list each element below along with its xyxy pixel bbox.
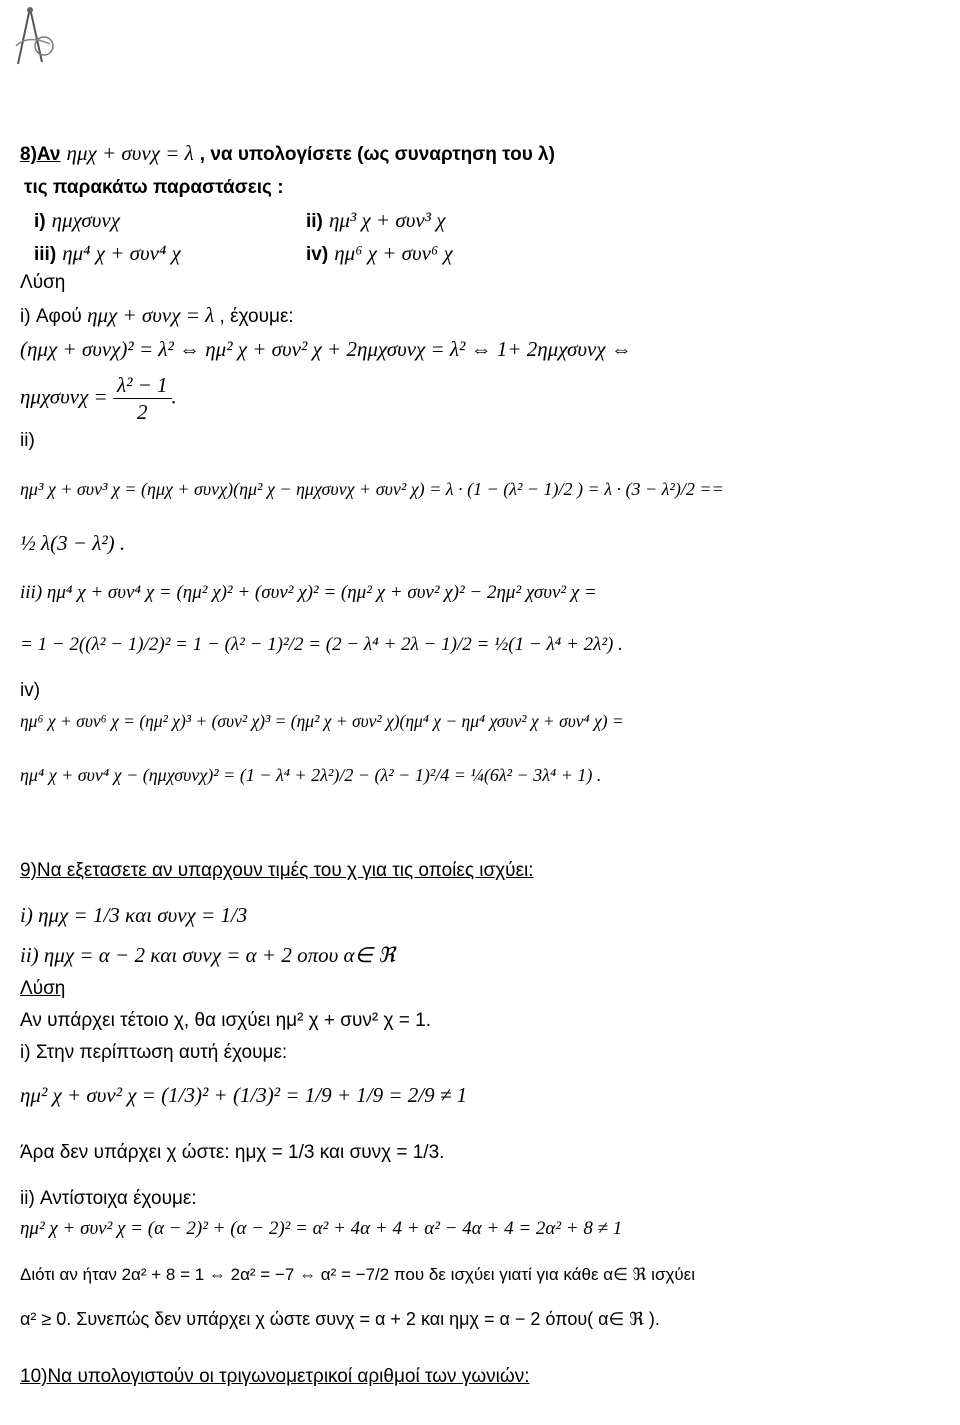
q8-item-ii — [306, 207, 445, 235]
q8-number: 8)Αν — [20, 144, 61, 165]
q9-solution-line1: Αν υπάρχει τέτοιο χ, θα ισχύει ημ² χ + συν² χ = 1. — [20, 1010, 432, 1031]
fraction — [113, 372, 172, 425]
q8-solution-iii-line1: iii) ημ⁴ χ + συν⁴ χ = (ημ² χ)² + (συν² χ)² = (ημ² χ + συν² χ)² − 2ημ² χσυν² χ = — [20, 582, 597, 603]
q9-solution-line6: ημ² χ + συν² χ = (α − 2)² + (α − 2)² = α² + 4α + 4 + α² − 4α + 4 = 2α² + 8 ≠ 1 — [20, 1218, 623, 1239]
q8-solution-ii-line2: ½ λ(3 − λ²) . — [20, 531, 126, 555]
q8-s-i-eq: ημχ + συνχ = λ — [87, 303, 215, 327]
q8-item-iv — [306, 240, 453, 268]
q9-solution-line3: ημ² χ + συν² χ = (1/3)² + (1/3)² = 1/9 + 1/9 = 2/9 ≠ 1 — [20, 1083, 468, 1107]
q8-solution-i-line2: ημχσυνχ = $\frac{\text{λ² − 1}}{2}$ . — [20, 373, 177, 424]
q8-item-ii-expr: ημ³ χ + συν³ χ — [328, 208, 446, 232]
q8-item-iii-expr: ημ⁴ χ + συν⁴ χ — [62, 241, 181, 265]
q8-title-equation: ημχ + συνχ = λ — [66, 141, 194, 165]
q9-item-ii: ii) ημχ = α − 2 και συνχ = α + 2 οπου α∈ ℜ — [20, 943, 396, 967]
q10-title — [20, 1364, 529, 1390]
q8-solution-i-line1: (ημχ + συνχ)² = λ² ⇔ ημ² χ + συν² χ + 2ημχσυνχ = λ² ⇔ 1+ 2ημχσυνχ ⇔ — [20, 337, 632, 361]
q10-title-text: 10)Να υπολογιστούν οι τριγωνομετρικοί αριθμοί των γωνιών: — [20, 1366, 530, 1387]
q8-item-i — [34, 207, 120, 235]
q9-solution-line4: Άρα δεν υπάρχει χ ώστε: ημχ = 1/3 και συνχ = 1/3. — [20, 1142, 445, 1163]
q9-title-text: 9)Να εξετασετε αν υπαρχουν τιμές του χ για τις οποίες ισχύει: — [20, 860, 534, 881]
q9-solution-line2: i) Στην περίπτωση αυτή έχουμε: — [20, 1042, 288, 1063]
q9-solution-line8: α² ≥ 0. Συνεπώς δεν υπάρχει χ ώστε συνχ = α + 2 και ημχ = α − 2 όπου( α∈ ℜ ). — [20, 1309, 660, 1329]
q9-title — [20, 858, 534, 884]
q8-item-iv-label: iv) — [306, 244, 329, 265]
fraction-numerator: λ² − 1 — [113, 372, 172, 399]
q8-item-i-label: i) — [34, 211, 46, 232]
q8-s-i-line2-lhs: ημχσυνχ = — [20, 384, 108, 409]
q8-solution-ii-label: ii) — [20, 430, 35, 451]
q8-solution-iv-line2: ημ⁴ χ + συν⁴ χ − (ημχσυνχ)² = (1 − λ⁴ + 2λ²)/2 − (λ² − 1)²/4 = ¼(6λ² − 3λ⁴ + 1) . — [20, 765, 602, 785]
q8-item-iii — [34, 240, 181, 268]
q8-s-i-text2: , έχουμε: — [219, 306, 294, 327]
q8-item-ii-label: ii) — [306, 211, 323, 232]
q8-subtitle: τις παρακάτω παραστάσεις : — [24, 177, 284, 198]
q8-item-iii-label: iii) — [34, 244, 57, 265]
q9-solution-heading: Λύση — [20, 978, 66, 999]
q8-solution-iv-line1: ημ⁶ χ + συν⁶ χ = (ημ² χ)³ + (συν² χ)³ = (ημ² χ + συν² χ)(ημ⁴ χ − ημ⁴ χσυν² χ + συν⁴ χ) = — [20, 711, 624, 731]
compass-logo-icon — [8, 6, 58, 68]
q9-item-i: i) ημχ = 1/3 και συνχ = 1/3 — [20, 903, 248, 927]
q8-item-iv-expr: ημ⁶ χ + συν⁶ χ — [334, 241, 453, 265]
q8-solution-i-intro — [20, 302, 294, 330]
q8-solution-ii-line1: ημ³ χ + συν³ χ = (ημχ + συνχ)(ημ² χ − ημχσυνχ + συν² χ) = λ · (1 − (λ² − 1)/2 ) = λ · (3 − λ²)/2 == — [20, 479, 724, 499]
q8-title-rest: , να υπολογίσετε (ως συναρτηση του λ) — [199, 144, 555, 165]
fraction-denominator: 2 — [137, 400, 148, 424]
q8-solution-iii-line2: = 1 − 2((λ² − 1)/2)² = 1 − (λ² − 1)²/2 = (2 − λ⁴ + 2λ − 1)/2 = ½(1 − λ⁴ + 2λ²) . — [20, 634, 623, 655]
q8-solution-heading: Λύση — [20, 272, 66, 293]
q8-item-i-expr: ημχσυνχ — [51, 208, 120, 232]
q8-s-i-text: i) Αφού — [20, 306, 82, 327]
q8-title — [20, 140, 555, 168]
q9-solution-line5: ii) Αντίστοιχα έχουμε: — [20, 1188, 197, 1209]
q9-solution-line7: Διότι αν ήταν 2α² + 8 = 1 ⇔ 2α² = −7 ⇔ α² = −7/2 που δε ισχύει γιατί για κάθε α∈ ℜ ισχύει — [20, 1265, 696, 1284]
q8-solution-iv-label: iv) — [20, 680, 41, 701]
